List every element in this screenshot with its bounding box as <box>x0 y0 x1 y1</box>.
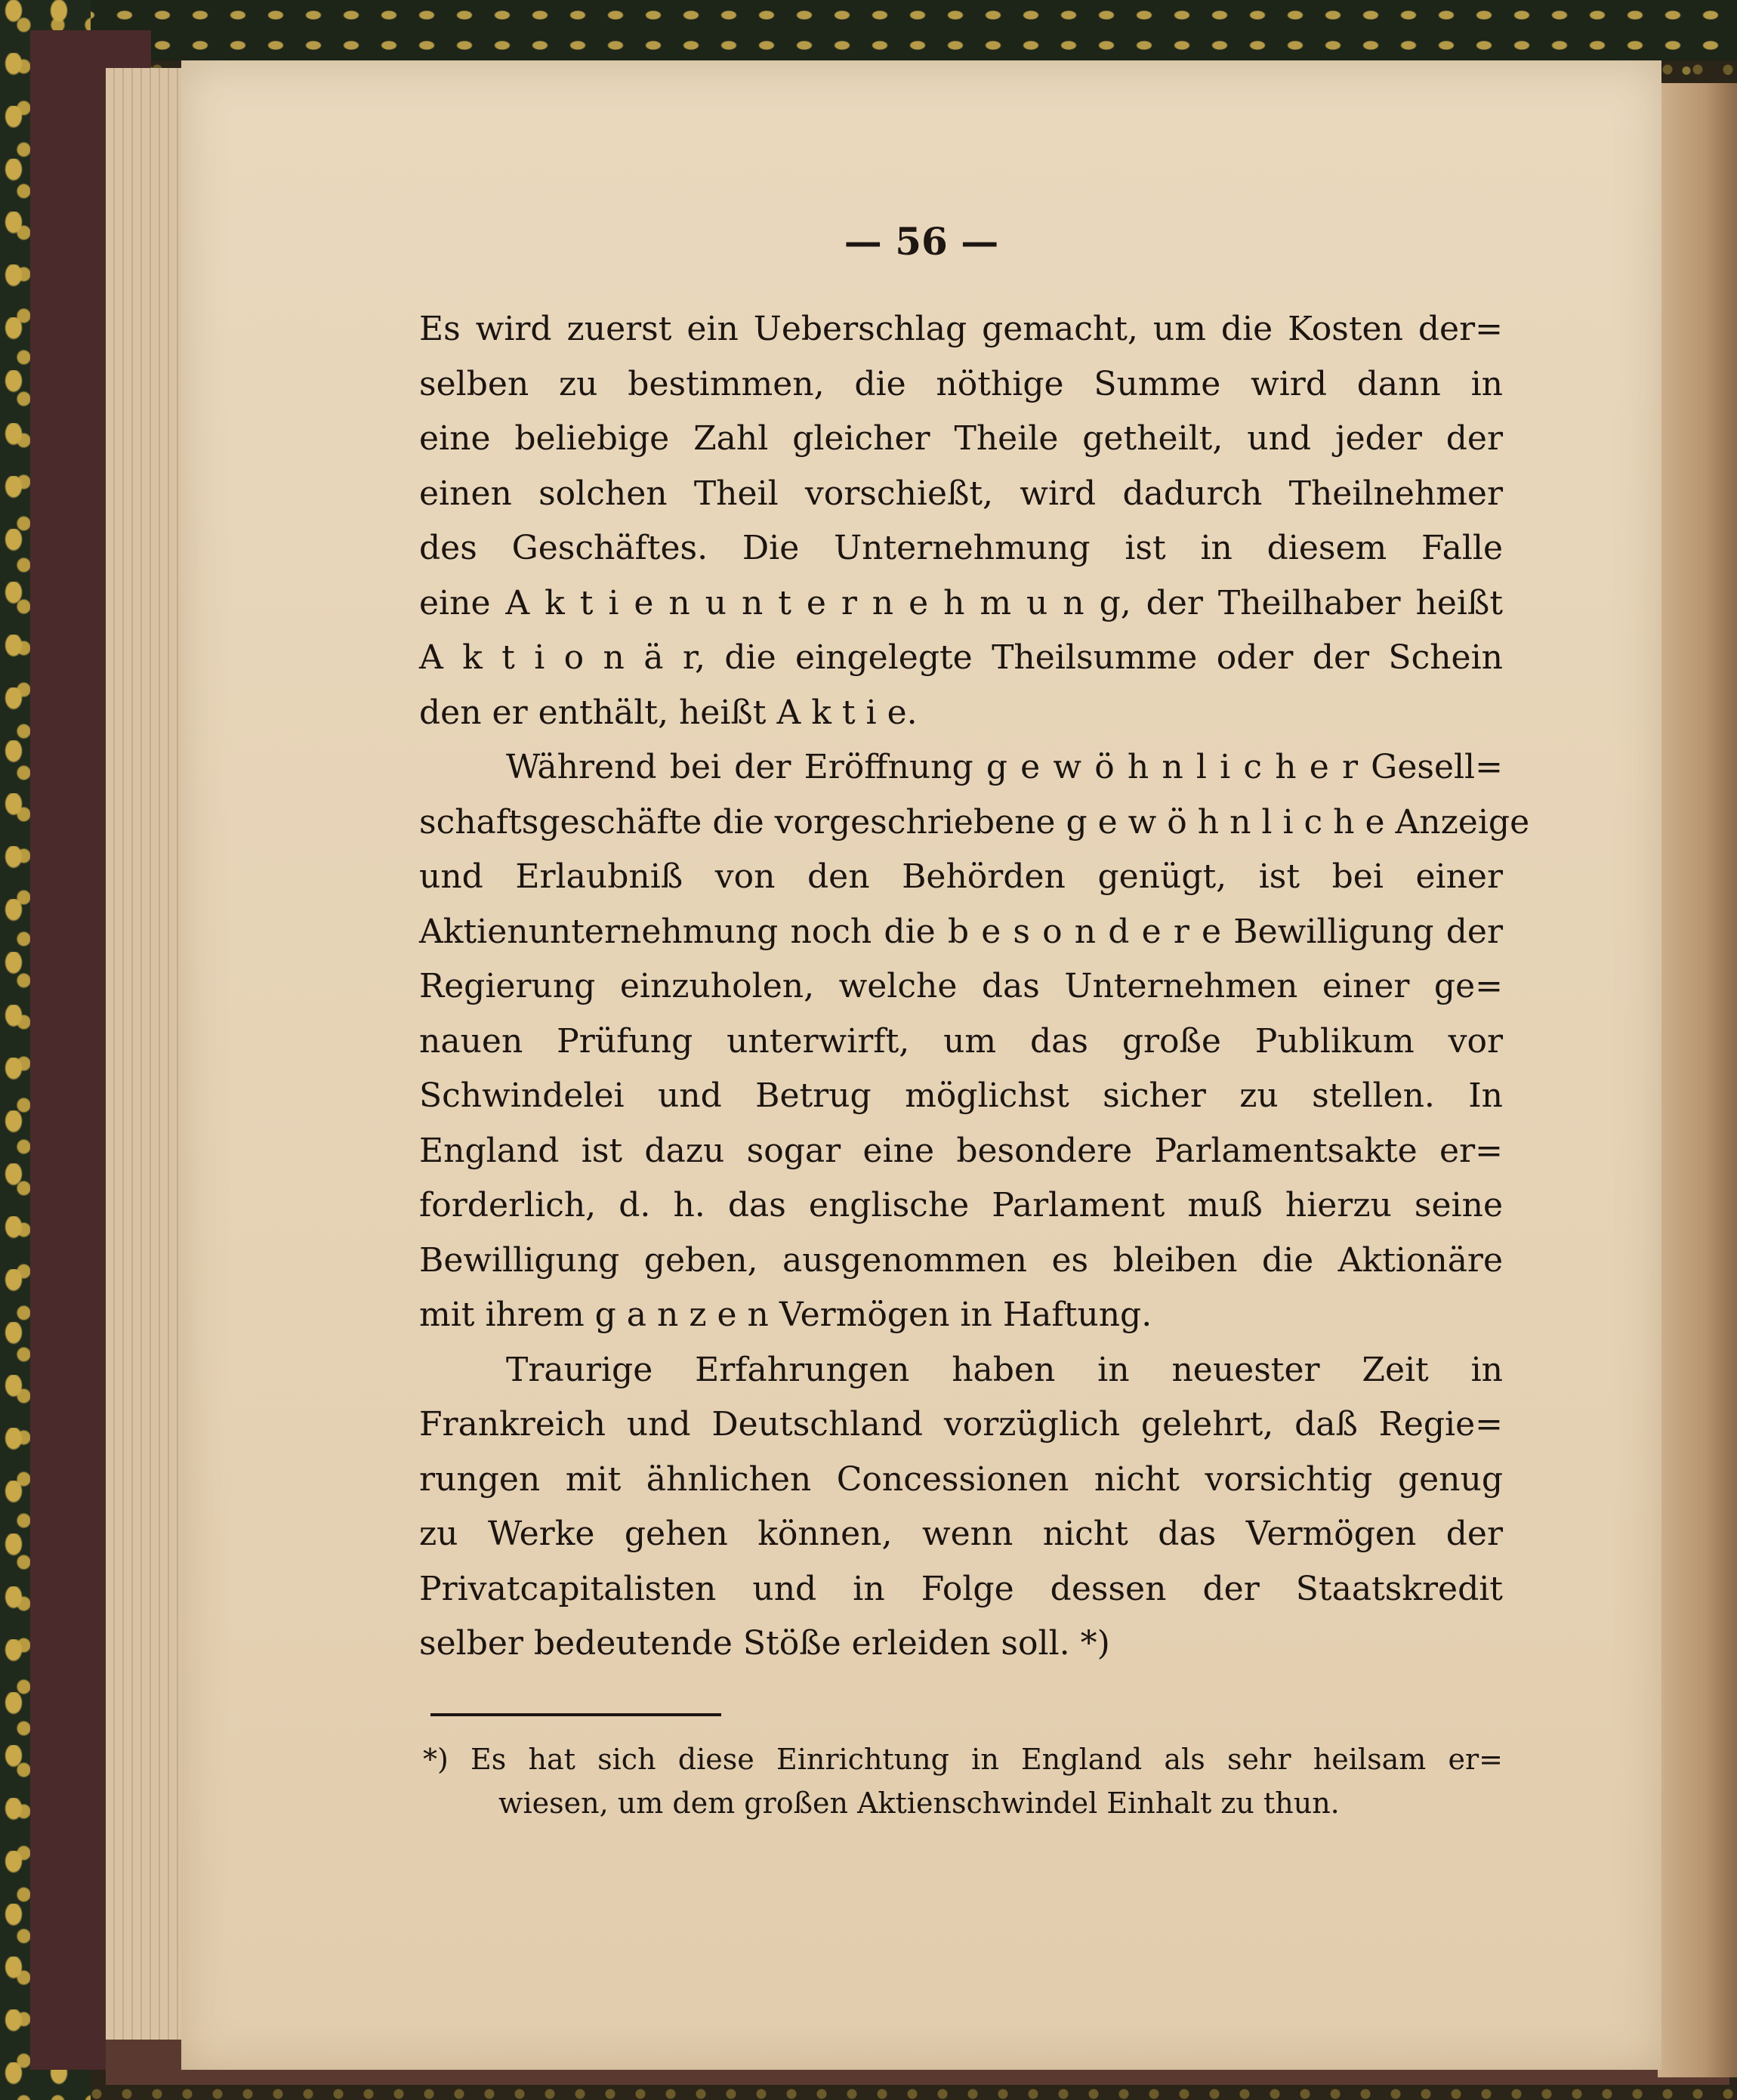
text-line: Aktienunternehmung noch die b e s o n d e r e Bewilligung der <box>419 912 1503 951</box>
text-line: Während bei der Eröffnung g e w ö h n l i c h e r Gesell= <box>506 748 1503 786</box>
text-line: mit ihrem g a n z e n Vermögen in Haftung. <box>419 1296 1152 1334</box>
text-line: zu Werke gehen können, wenn nicht das Vermögen der <box>419 1515 1503 1553</box>
text-line: rungen mit ähnlichen Concessionen nicht vorsichtig genug <box>419 1459 1503 1499</box>
marbled-cover-top <box>76 0 1737 60</box>
paragraph-1 <box>419 302 1503 740</box>
paragraph-3 <box>419 1343 1503 1672</box>
footnote-line: *) Es hat sich diese Einrichtung in England als sehr heilsam er= <box>423 1743 1503 1776</box>
page-right-edge <box>1658 83 1737 2077</box>
text-line: und Erlaubniß von den Behörden genügt, ist bei einer <box>419 857 1503 896</box>
text-line: nauen Prüfung unterwirft, um das große Publikum vor <box>419 1021 1503 1061</box>
text-line: Regierung einzuholen, welche das Unternehmen einer ge= <box>419 967 1503 1005</box>
footnote-line: wiesen, um dem großen Aktienschwindel Einhalt zu thun. <box>498 1787 1340 1820</box>
text-line: selben zu bestimmen, die nöthige Summe wird dann in <box>419 364 1503 403</box>
text-line: Privatcapitalisten und in Folge dessen der Staatskredit <box>419 1569 1503 1608</box>
page-number: — 56 — <box>844 219 999 264</box>
text-line: schaftsgeschäfte die vorgeschriebene g e w ö h n l i c h e Anzeige <box>419 802 1530 842</box>
text-line: Frankreich und Deutschland vorzüglich gelehrt, daß Regie= <box>419 1405 1503 1444</box>
text-line: des Geschäftes. Die Unternehmung ist in diesem Falle <box>419 529 1503 567</box>
text-line: eine A k t i e n u n t e r n e h m u n g, der Theilhaber heißt <box>419 583 1503 622</box>
text-line: den er enthält, heißt A k t i e. <box>419 693 918 732</box>
text-line: forderlich, d. h. das englische Parlament muß hierzu seine <box>419 1186 1503 1224</box>
paragraph-2 <box>419 740 1530 1343</box>
text-line: Schwindelei und Betrug möglichst sicher zu stellen. In <box>419 1076 1503 1115</box>
text-line: England ist dazu sogar eine besondere Parlamentsakte er= <box>419 1131 1503 1170</box>
text-line: Bewilligung geben, ausgenommen es bleiben die Aktionäre <box>419 1240 1503 1280</box>
text-line: Es wird zuerst ein Ueberschlag gemacht, um die Kosten der= <box>419 310 1503 348</box>
text-line: eine beliebige Zahl gleicher Theile getheilt, und jeder der <box>419 419 1503 458</box>
text-line: Traurige Erfahrungen haben in neuester Zeit in <box>506 1350 1503 1389</box>
body-text <box>419 302 1530 1672</box>
text-line: einen solchen Theil vorschießt, wird dadurch Theilnehmer <box>419 474 1503 513</box>
text-line: A k t i o n ä r, die eingelegte Theilsumme oder der Schein <box>419 638 1503 677</box>
footnote-divider <box>430 1713 721 1716</box>
text-line: selber bedeutende Stöße erleiden soll. *) <box>419 1624 1110 1663</box>
footnote <box>423 1737 1503 1825</box>
